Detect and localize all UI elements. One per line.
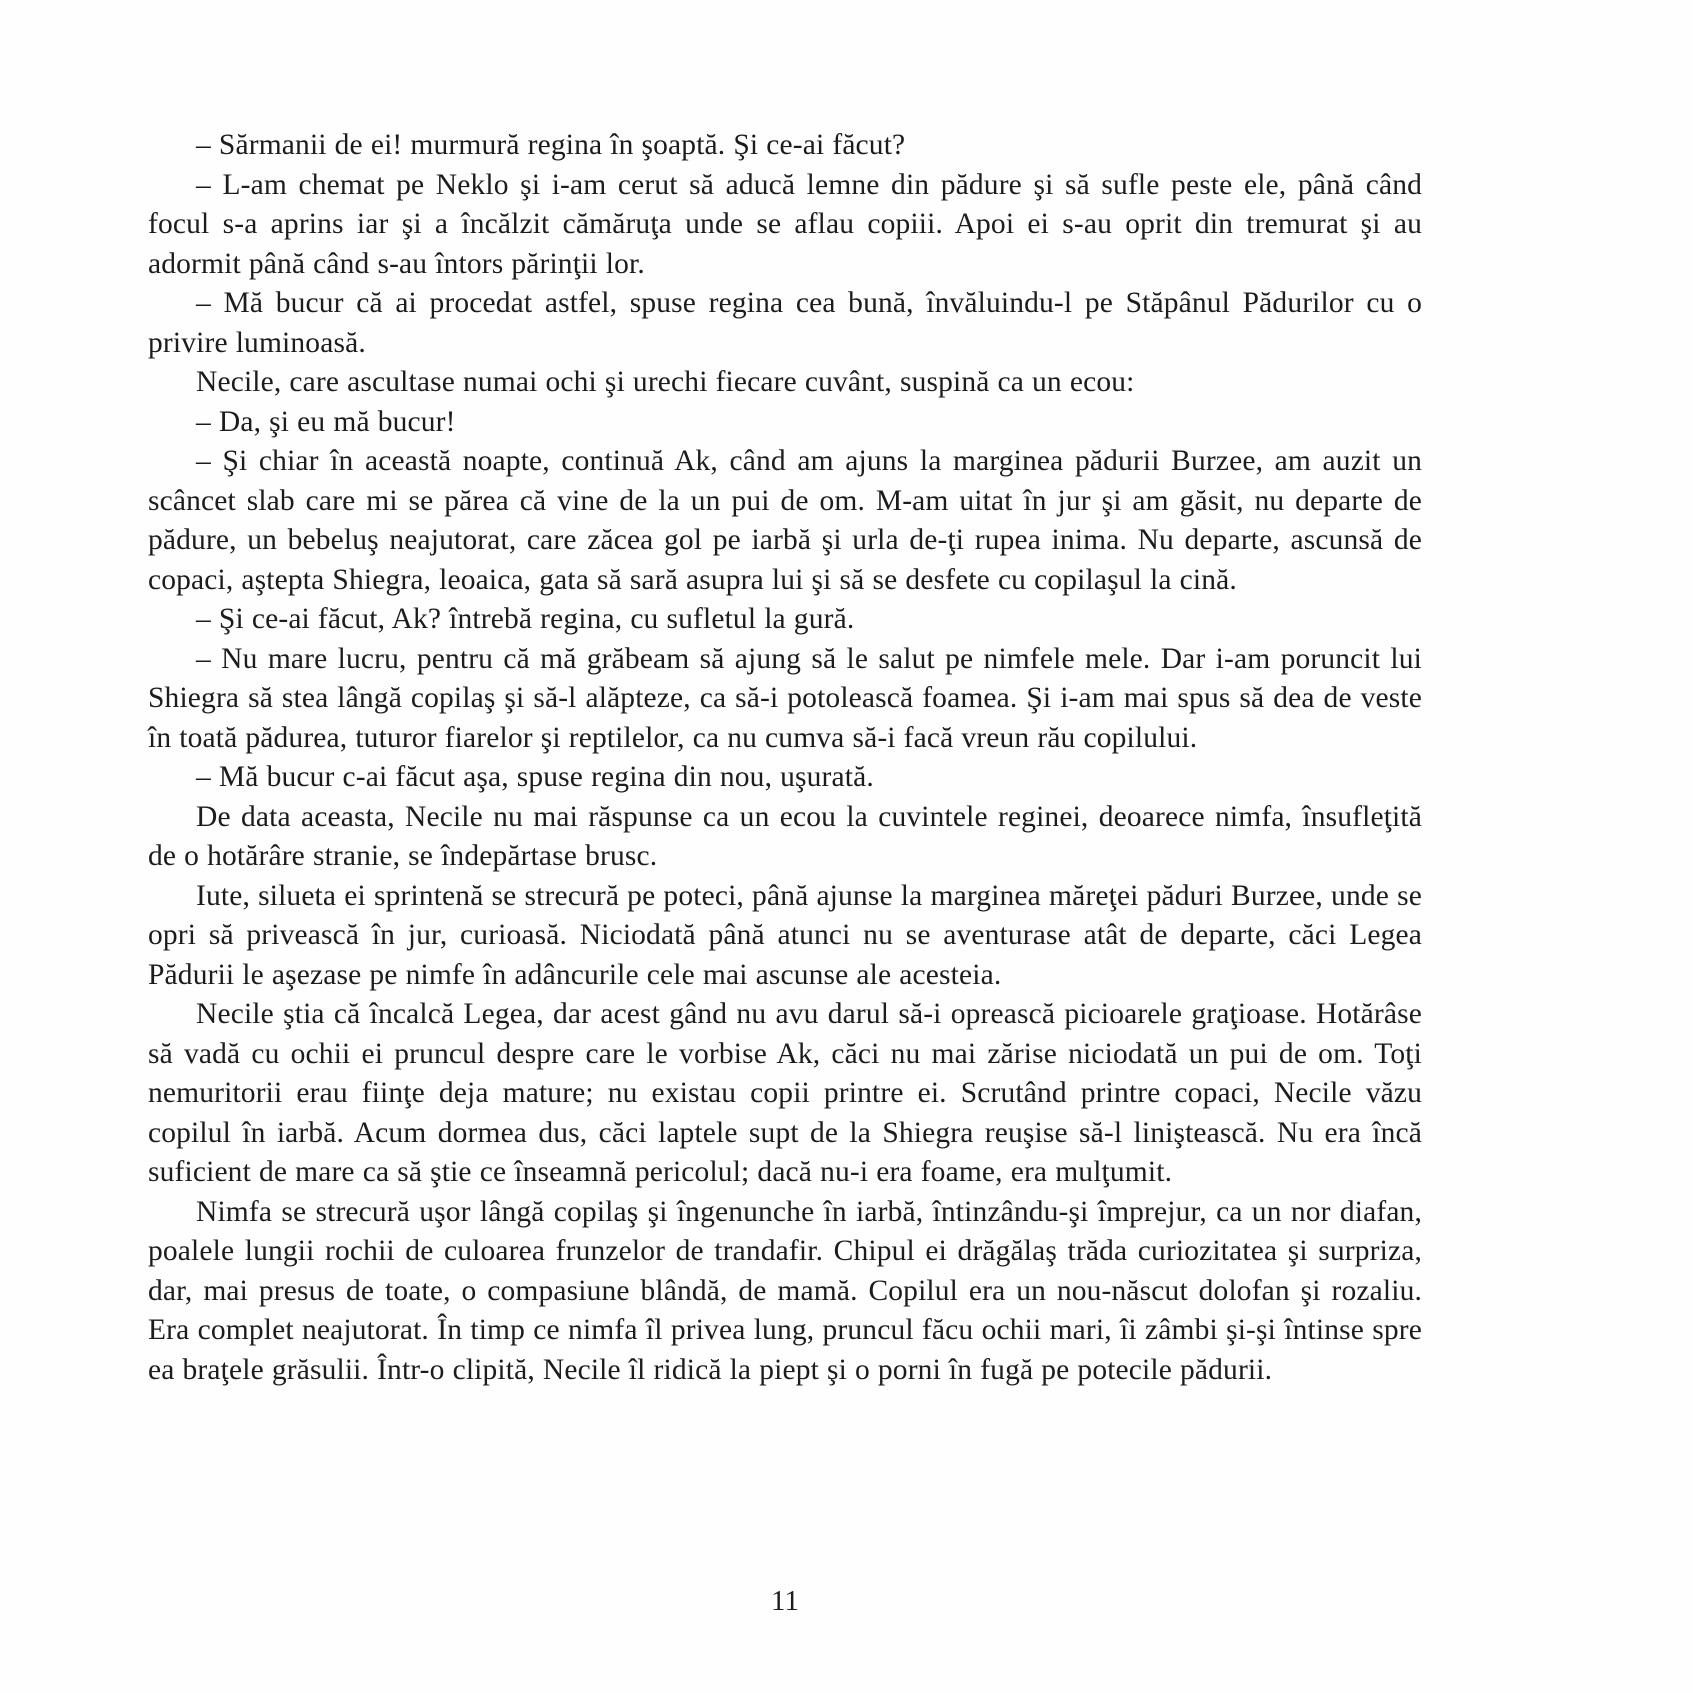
paragraph: De data aceasta, Necile nu mai răspunse ca un ecou la cuvintele reginei, deoarece nimfa, însufleţită de o hotărâre stranie, se îndepărtase brusc.	[148, 800, 1422, 872]
text-block	[148, 126, 1422, 1390]
paragraph: – Şi chiar în această noapte, continuă Ak, când am ajuns la marginea pădurii Burzee, am auzit un scâncet slab care mi se părea că vine de la un pui de om. M-am uitat în jur şi am găsit, nu departe de pădure, un bebeluş neajutorat, care zăcea gol pe iarbă şi urla de-ţi rupea inima. Nu departe, ascunsă de copaci, aştepta Shiegra, leoaica, gata să sară asupra lui şi să se desfete cu copilaşul la cină.	[148, 445, 1422, 596]
paragraph: Necile ştia că încalcă Legea, dar acest gând nu avu darul să-i oprească picioarele graţioase. Hotărâse să vadă cu ochii ei pruncul despre care le vorbise Ak, căci nu mai zărise niciodată un pui de om. Toţi nemuritorii erau fiinţe deja mature; nu existau copii printre ei. Scrutând printre copaci, Necile văzu copilul în iarbă. Acum dormea dus, căci laptele supt de la Shiegra reuşise să-l liniştească. Nu era încă suficient de mare ca să ştie ce înseamnă pericolul; dacă nu-i era foame, era mulţumit.	[148, 998, 1422, 1188]
paragraph: – Sărmanii de ei! murmură regina în şoaptă. Şi ce-ai făcut?	[196, 129, 906, 161]
paragraph: – Şi ce-ai făcut, Ak? întrebă regina, cu sufletul la gură.	[196, 603, 855, 635]
paragraph: – Da, şi eu mă bucur!	[196, 405, 456, 438]
paragraph: – Mă bucur c-ai făcut aşa, spuse regina din nou, uşurată.	[196, 761, 874, 793]
paragraph: Nimfa se strecură uşor lângă copilaş şi îngenunche în iarbă, întinzându-şi împrejur, ca un nor diafan, poalele lungii rochii de culoarea frunzelor de trandafir. Chipul ei drăgălaş trăda curiozitatea şi surpriza, dar, mai presus de toate, o compasiune blândă, de mamă. Copilul era un nou-născut dolofan şi rozaliu. Era complet neajutorat. În timp ce nimfa îl privea lung, pruncul făcu ochii mari, îi zâmbi şi-şi întinse spre ea braţele grăsulii. Într-o clipită, Necile îl ridică la piept şi o porni în fugă pe potecile pădurii.	[148, 1195, 1422, 1386]
page-number: 11	[771, 1585, 799, 1617]
paragraph: Necile, care ascultase numai ochi şi urechi fiecare cuvânt, suspină ca un ecou:	[196, 366, 1135, 398]
paragraph: – Mă bucur că ai procedat astfel, spuse regina cea bună, învăluindu-l pe Stăpânul Pădurilor cu o privire luminoasă.	[148, 287, 1422, 359]
paragraph: Iute, silueta ei sprintenă se strecură pe poteci, până ajunse la marginea măreţei păduri Burzee, unde se opri să privească în jur, curioasă. Niciodată până atunci nu se aventurase atât de departe, căci Legea Pădurii le aşezase pe nimfe în adâncurile cele mai ascunse ale acesteia.	[148, 879, 1422, 991]
paragraph: – L-am chemat pe Neklo şi i-am cerut să aducă lemne din pădure şi să sufle peste ele, până când focul s-a aprins iar şi a încălzit cămăruţa unde se aflau copiii. Apoi ei s-au oprit din tremurat şi au adormit până când s-au întors părinţii lor.	[148, 168, 1422, 280]
paragraph: – Nu mare lucru, pentru că mă grăbeam să ajung să le salut pe nimfele mele. Dar i-am poruncit lui Shiegra să stea lângă copilaş şi să-l alăpteze, ca să-i potolească foamea. Şi i-am mai spus să dea de veste în toată pădurea, tuturor fiarelor şi reptilelor, ca nu cumva să-i facă vreun rău copilului.	[148, 642, 1422, 754]
